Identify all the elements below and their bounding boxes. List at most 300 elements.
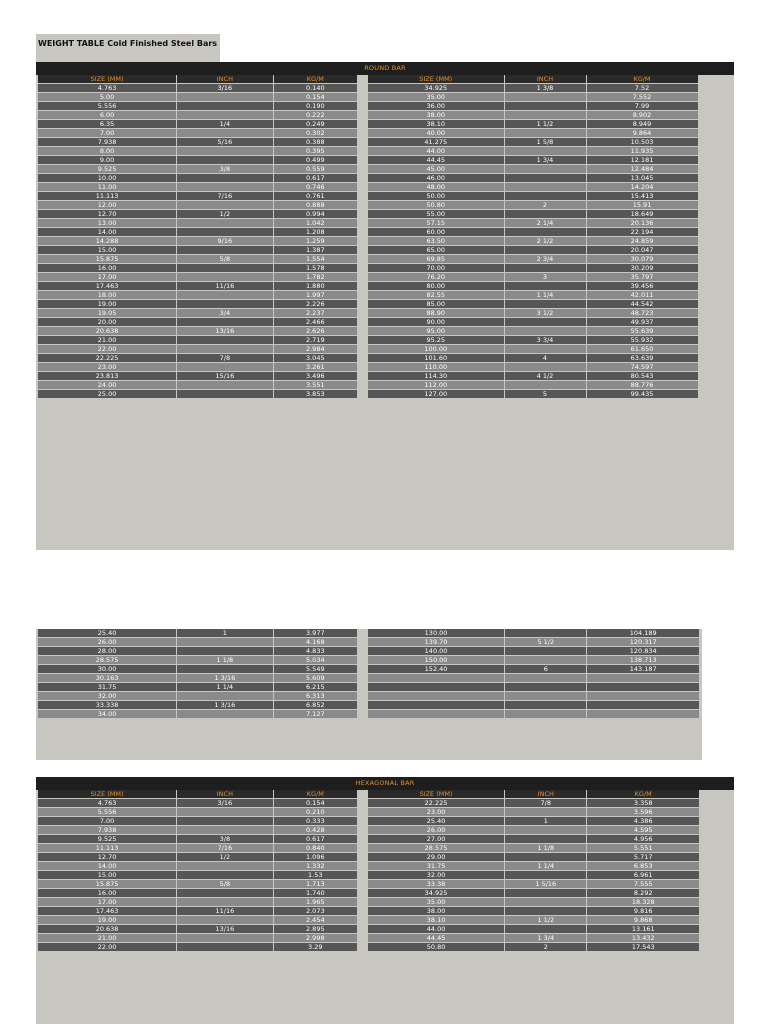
table-cell: 140.00 [368, 647, 505, 656]
table-cell: 1 5/8 [504, 138, 586, 147]
table-cell: 76.20 [368, 273, 504, 282]
table-cell: 1.740 [273, 889, 357, 898]
table-row [368, 156, 732, 165]
table-cell: 35.00 [368, 898, 505, 907]
table-row [368, 201, 732, 210]
table-cell: 8.949 [586, 120, 698, 129]
table-row [368, 174, 732, 183]
table-row [38, 147, 358, 156]
table-cell: 14.204 [586, 183, 698, 192]
table-row [368, 871, 700, 880]
table-cell: 1 1/4 [177, 683, 273, 692]
table-cell: 34.00 [38, 710, 177, 719]
table-cell [177, 692, 273, 701]
column-header: INCH [504, 75, 586, 84]
table-cell [504, 300, 586, 309]
table-cell: 110.00 [368, 363, 504, 372]
table-cell [587, 683, 700, 692]
table-row [368, 282, 732, 291]
table-cell: 23.00 [368, 808, 505, 817]
table-cell: 0.154 [273, 93, 357, 102]
table-cell: 1.096 [273, 853, 357, 862]
table-row [38, 228, 358, 237]
table-cell: 33.38 [368, 880, 505, 889]
table-cell: 82.55 [368, 291, 504, 300]
table-cell: 1.259 [273, 237, 357, 246]
table-cell: 0.994 [273, 210, 357, 219]
table-cell: 5.034 [273, 656, 357, 665]
table-cell: 17.00 [38, 273, 177, 282]
table-cell: 90.00 [368, 318, 504, 327]
table-cell [177, 363, 273, 372]
table-cell: 4.956 [587, 835, 700, 844]
table-row [368, 844, 700, 853]
table-cell: 4.763 [38, 84, 177, 93]
table-cell [505, 701, 587, 710]
table-cell: 50.80 [368, 943, 505, 952]
table-row [38, 84, 358, 93]
table-cell: 5.549 [273, 665, 357, 674]
table-row [368, 638, 700, 647]
table-cell: 20.00 [38, 318, 177, 327]
table-cell [177, 345, 273, 354]
table-cell: 63.639 [586, 354, 698, 363]
table-cell: 26.00 [368, 826, 505, 835]
table-cell: 27.00 [368, 835, 505, 844]
table-cell: 6.852 [273, 701, 357, 710]
table-cell: 6.961 [587, 871, 700, 880]
table-cell: 0.746 [273, 183, 357, 192]
table-row [368, 898, 700, 907]
table-cell: 3/16 [177, 799, 273, 808]
table-cell: 38.10 [368, 916, 505, 925]
table-cell: 0.617 [273, 835, 357, 844]
table-row [38, 656, 358, 665]
table-row [368, 129, 732, 138]
table-row [368, 390, 732, 399]
table-cell: 80.543 [586, 372, 698, 381]
table-cell: 143.187 [587, 665, 700, 674]
table-cell: 13/16 [177, 327, 273, 336]
table-cell: 1/2 [177, 853, 273, 862]
table-row [368, 183, 732, 192]
table-cell: 9.864 [586, 129, 698, 138]
table-cell: 17.463 [38, 282, 177, 291]
table-cell: 8.902 [586, 111, 698, 120]
table-cell: 1 5/16 [505, 880, 587, 889]
table-row [38, 156, 358, 165]
table-cell [505, 907, 587, 916]
table-cell: 1 3/16 [177, 674, 273, 683]
table-cell: 3/8 [177, 835, 273, 844]
table-cell: 60.00 [368, 228, 504, 237]
table-cell: 2.073 [273, 907, 357, 916]
table-cell: 32.00 [38, 692, 177, 701]
table-cell: 2.454 [273, 916, 357, 925]
table-cell: 1 [505, 817, 587, 826]
table-cell: 2 1/4 [504, 219, 586, 228]
table-row [38, 889, 358, 898]
table-cell: 42.011 [586, 291, 698, 300]
table-cell [177, 228, 273, 237]
column-header: INCH [505, 790, 587, 799]
table-row [38, 264, 358, 273]
table-cell: 12.70 [38, 853, 177, 862]
round-bar-continued-left [38, 629, 358, 719]
table-cell: 1 3/4 [505, 934, 587, 943]
column-header: SIZE (MM) [38, 790, 177, 799]
table-cell [368, 683, 505, 692]
table-row [368, 273, 732, 282]
table-cell [504, 210, 586, 219]
table-cell [177, 300, 273, 309]
table-cell: 65.00 [368, 246, 504, 255]
table-cell: 1.208 [273, 228, 357, 237]
table-cell [505, 656, 587, 665]
table-cell: 120.834 [587, 647, 700, 656]
table-cell: 30.079 [586, 255, 698, 264]
table-cell: 0.302 [273, 129, 357, 138]
table-cell: 1.332 [273, 862, 357, 871]
table-cell: 3 3/4 [504, 336, 586, 345]
table-cell: 10.503 [586, 138, 698, 147]
table-cell: 18.649 [586, 210, 698, 219]
table-row [38, 835, 358, 844]
table-cell: 4 [504, 354, 586, 363]
table-cell: 2.984 [273, 345, 357, 354]
table-row [368, 629, 700, 638]
table-cell [177, 862, 273, 871]
table-cell: 46.00 [368, 174, 504, 183]
table-cell: 99.435 [586, 390, 698, 399]
table-row [38, 183, 358, 192]
table-cell [177, 647, 273, 656]
table-row [38, 336, 358, 345]
table-cell: 2.895 [273, 925, 357, 934]
table-row [368, 889, 700, 898]
table-cell: 44.45 [368, 156, 504, 165]
table-row [368, 237, 732, 246]
table-cell: 5/8 [177, 880, 273, 889]
table-cell: 2 3/4 [504, 255, 586, 264]
table-cell [177, 916, 273, 925]
table-row [368, 138, 732, 147]
table-cell: 14.00 [38, 228, 177, 237]
table-cell: 6.853 [587, 862, 700, 871]
table-row [368, 381, 732, 390]
table-row [38, 210, 358, 219]
column-header: SIZE (MM) [38, 75, 177, 84]
table-cell: 7.127 [273, 710, 357, 719]
table-row [368, 665, 700, 674]
table-row [368, 228, 732, 237]
table-row [38, 102, 358, 111]
table-cell: 7.00 [38, 817, 177, 826]
table-cell: 48.723 [586, 309, 698, 318]
table-cell [177, 808, 273, 817]
table-row [38, 219, 358, 228]
table-cell: 2.226 [273, 300, 357, 309]
table-cell: 150.00 [368, 656, 505, 665]
table-cell: 3.045 [273, 354, 357, 363]
table-cell: 17.00 [38, 898, 177, 907]
table-cell: 39.456 [586, 282, 698, 291]
table-cell: 1 3/4 [504, 156, 586, 165]
table-cell: 22.00 [38, 943, 177, 952]
table-cell: 55.00 [368, 210, 504, 219]
table-cell [505, 629, 587, 638]
table-cell: 22.194 [586, 228, 698, 237]
table-cell: 11.113 [38, 192, 177, 201]
table-cell: 1.554 [273, 255, 357, 264]
table-row [38, 647, 358, 656]
table-row [38, 291, 358, 300]
table-cell: 7.52 [586, 84, 698, 93]
table-row [368, 701, 700, 710]
table-row [38, 638, 358, 647]
table-cell: 48.00 [368, 183, 504, 192]
table-row [368, 372, 732, 381]
table-row [368, 165, 732, 174]
table-cell: 3.977 [273, 629, 357, 638]
table-cell [504, 165, 586, 174]
table-cell: 7/8 [177, 354, 273, 363]
round-bar-table-left [38, 75, 358, 399]
table-row [38, 808, 358, 817]
table-cell: 23.813 [38, 372, 177, 381]
table-cell: 5/16 [177, 138, 273, 147]
table-cell: 9.816 [587, 907, 700, 916]
table-cell: 0.617 [273, 174, 357, 183]
round-bar-continued-right [368, 629, 700, 719]
table-cell: 9/16 [177, 237, 273, 246]
table-cell [368, 674, 505, 683]
table-cell: 30.163 [38, 674, 177, 683]
table-row [368, 354, 732, 363]
table-row [368, 943, 700, 952]
table-cell: 34.925 [368, 889, 505, 898]
table-cell: 2.237 [273, 309, 357, 318]
round-bar-table-right [368, 75, 732, 399]
table-row [38, 925, 358, 934]
table-cell [504, 327, 586, 336]
table-cell [177, 273, 273, 282]
table-cell: 5.609 [273, 674, 357, 683]
table-row [38, 201, 358, 210]
table-cell: 1/2 [177, 210, 273, 219]
table-cell [505, 925, 587, 934]
table-cell: 1.880 [273, 282, 357, 291]
table-row [368, 692, 700, 701]
table-cell: 74.597 [586, 363, 698, 372]
table-cell: 88.776 [586, 381, 698, 390]
table-cell: 2.719 [273, 336, 357, 345]
table-cell: 28.00 [38, 647, 177, 656]
table-cell: 12.00 [38, 201, 177, 210]
table-cell: 41.275 [368, 138, 504, 147]
table-cell [177, 871, 273, 880]
table-cell: 0.499 [273, 156, 357, 165]
table-cell [587, 674, 700, 683]
table-cell: 21.00 [38, 934, 177, 943]
table-cell: 19.00 [38, 916, 177, 925]
table-row [38, 381, 358, 390]
table-cell [505, 871, 587, 880]
table-cell: 80.00 [368, 282, 504, 291]
table-cell: 50.80 [368, 201, 504, 210]
table-cell: 19.00 [38, 300, 177, 309]
table-cell [587, 701, 700, 710]
table-row [368, 880, 700, 889]
table-cell: 0.388 [273, 138, 357, 147]
table-cell: 17.543 [587, 943, 700, 952]
table-cell: 7/16 [177, 844, 273, 853]
table-cell: 15.875 [38, 880, 177, 889]
table-cell: 6.215 [273, 683, 357, 692]
table-row [38, 309, 358, 318]
table-cell: 1 1/2 [504, 120, 586, 129]
table-row [368, 93, 732, 102]
table-cell: 0.559 [273, 165, 357, 174]
column-header: SIZE (MM) [368, 790, 505, 799]
table-cell: 1.387 [273, 246, 357, 255]
table-cell [177, 183, 273, 192]
table-row [38, 237, 358, 246]
table-cell: 26.00 [38, 638, 177, 647]
table-cell: 38.10 [368, 120, 504, 129]
table-cell [177, 889, 273, 898]
table-cell: 3 1/2 [504, 309, 586, 318]
table-row [38, 799, 358, 808]
table-cell: 4.168 [273, 638, 357, 647]
table-cell [504, 246, 586, 255]
table-cell: 28.575 [38, 656, 177, 665]
table-cell [177, 102, 273, 111]
table-cell: 6.313 [273, 692, 357, 701]
table-cell: 5 1/2 [505, 638, 587, 647]
table-cell: 8.292 [587, 889, 700, 898]
table-cell: 11.00 [38, 183, 177, 192]
table-cell: 5 [504, 390, 586, 399]
table-cell: 3.358 [587, 799, 700, 808]
table-cell: 35.00 [368, 93, 504, 102]
table-cell: 9.525 [38, 165, 177, 174]
table-cell: 13.045 [586, 174, 698, 183]
table-row [368, 318, 732, 327]
table-row [368, 916, 700, 925]
table-cell: 15.00 [38, 871, 177, 880]
table-cell: 20.136 [586, 219, 698, 228]
table-cell [177, 291, 273, 300]
table-cell: 1 3/16 [177, 701, 273, 710]
table-row [38, 844, 358, 853]
table-cell: 44.542 [586, 300, 698, 309]
table-cell: 7.99 [586, 102, 698, 111]
table-cell: 13.161 [587, 925, 700, 934]
table-cell [504, 363, 586, 372]
table-cell [177, 336, 273, 345]
table-row [38, 138, 358, 147]
table-cell: 152.40 [368, 665, 505, 674]
table-row [38, 701, 358, 710]
table-cell [505, 889, 587, 898]
table-cell: 15.875 [38, 255, 177, 264]
table-cell: 3.551 [273, 381, 357, 390]
table-cell: 1.713 [273, 880, 357, 889]
table-cell [504, 174, 586, 183]
round-bar-section [36, 62, 734, 550]
table-cell: 5.556 [38, 808, 177, 817]
table-row [38, 273, 358, 282]
table-row [38, 93, 358, 102]
table-cell: 0.428 [273, 826, 357, 835]
table-cell: 2.466 [273, 318, 357, 327]
table-cell: 21.00 [38, 336, 177, 345]
table-cell: 2.998 [273, 934, 357, 943]
table-row [38, 111, 358, 120]
table-row [368, 147, 732, 156]
table-cell [177, 201, 273, 210]
table-row [368, 219, 732, 228]
table-cell: 63.50 [368, 237, 504, 246]
table-cell: 31.75 [38, 683, 177, 692]
table-cell: 25.40 [368, 817, 505, 826]
table-cell: 9.868 [587, 916, 700, 925]
column-header: SIZE (MM) [368, 75, 504, 84]
round-bar-continued-section [36, 629, 702, 760]
table-cell [177, 246, 273, 255]
table-cell [177, 943, 273, 952]
table-row [368, 817, 700, 826]
table-cell [504, 102, 586, 111]
table-cell: 69.85 [368, 255, 504, 264]
table-cell: 38.00 [368, 907, 505, 916]
table-row [368, 300, 732, 309]
table-row [368, 835, 700, 844]
table-cell [177, 318, 273, 327]
table-row [38, 692, 358, 701]
table-cell: 36.00 [368, 102, 504, 111]
table-cell: 13/16 [177, 925, 273, 934]
table-cell [177, 219, 273, 228]
table-cell: 11.113 [38, 844, 177, 853]
table-cell: 85.00 [368, 300, 504, 309]
table-row [368, 934, 700, 943]
table-cell [177, 129, 273, 138]
table-header-row [38, 790, 358, 799]
table-row [368, 246, 732, 255]
table-cell: 3 [504, 273, 586, 282]
table-cell: 15.91 [586, 201, 698, 210]
table-cell: 1 [177, 629, 273, 638]
table-row [38, 165, 358, 174]
table-cell: 0.840 [273, 844, 357, 853]
table-cell: 19.05 [38, 309, 177, 318]
table-cell: 0.249 [273, 120, 357, 129]
table-cell: 3.261 [273, 363, 357, 372]
table-cell: 5.717 [587, 853, 700, 862]
table-cell: 1 3/8 [504, 84, 586, 93]
table-cell: 0.888 [273, 201, 357, 210]
table-cell: 9.525 [38, 835, 177, 844]
table-row [38, 862, 358, 871]
table-cell: 7.555 [587, 880, 700, 889]
table-cell: 55.932 [586, 336, 698, 345]
table-cell [504, 381, 586, 390]
page-title: WEIGHT TABLE Cold Finished Steel Bars [36, 34, 220, 62]
table-cell [504, 111, 586, 120]
table-cell [368, 701, 505, 710]
